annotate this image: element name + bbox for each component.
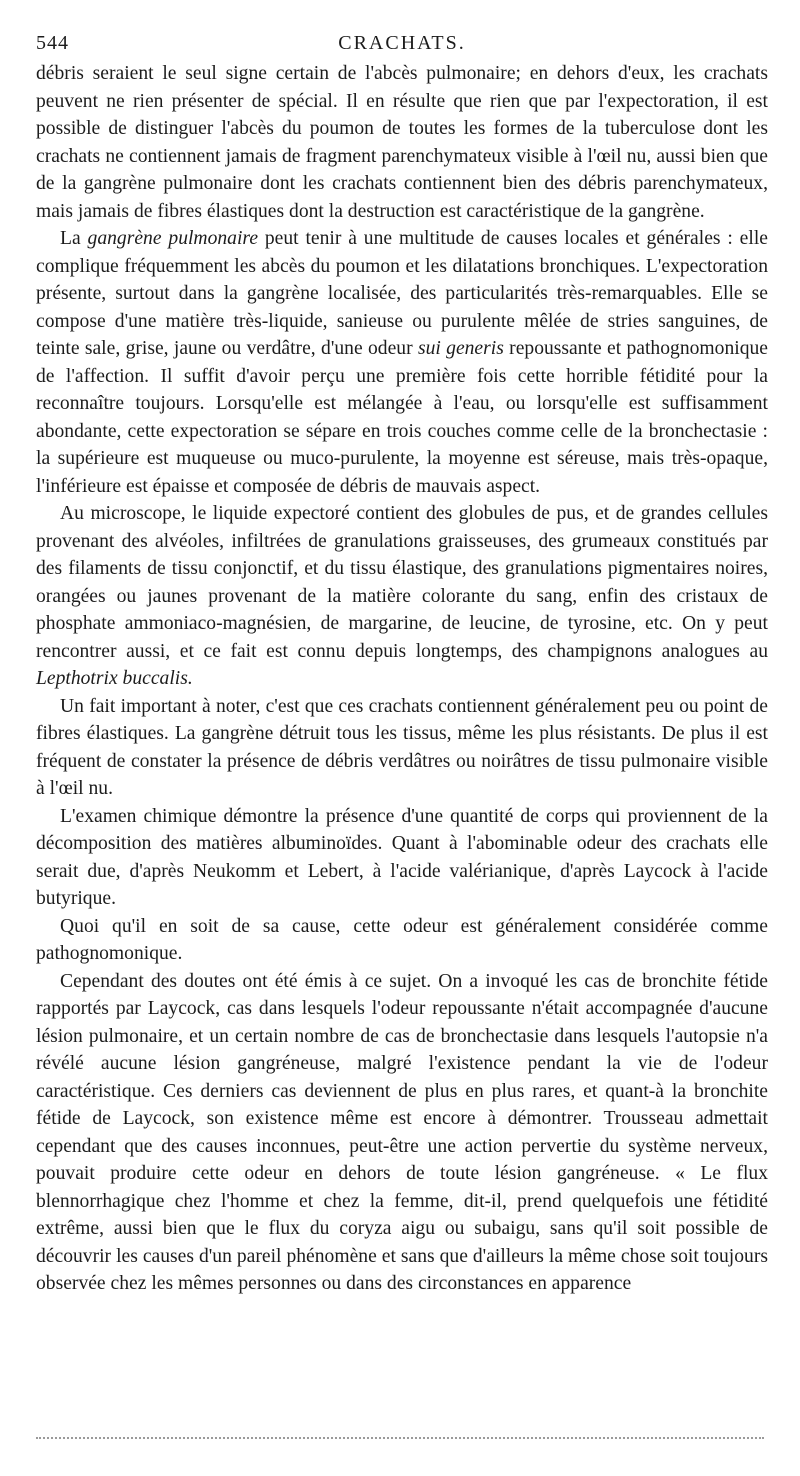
paragraph <box>36 693 768 803</box>
text-fragment: repoussante et pathognomonique de l'affection. Il suffit d'avoir perçu une première fois cette horrible fétidité pour la reconnaître toujours. Lorsqu'elle est mélangée à l'eau, ou lorsqu'elle est suffisamment abondante, cette expectoration se sépare en trois couches comme celle de la bronchectasie : la supérieure est muqueuse ou muco-purulente, la moyenne est séreuse, mais très-opaque, l'inférieure est épaisse et composée de débris de mauvais aspect. <box>36 338 768 497</box>
text-fragment: peut tenir à une multitude de causes locales et générales : elle complique fréquemment les abcès du poumon et les dilatations bronchiques. L'expectoration présente, surtout dans la gangrène localisée, des particularités très-remarquables. Elle se compose d'une matière très-liquide, sanieuse ou purulente mêlée de stries sanguines, de teinte sale, grise, jaune ou verdâtre, d'une odeur <box>36 228 768 359</box>
italic-text: sui generis <box>417 338 504 359</box>
text-fragment: Quoi qu'il en soit de sa cause, cette odeur est généralement considérée comme pathognomonique. <box>36 915 768 964</box>
paragraph <box>36 913 768 968</box>
paragraph <box>36 803 768 913</box>
text-fragment: L'examen chimique démontre la présence d'une quantité de corps qui proviennent de la décomposition des matières albuminoïdes. Quant à l'abominable odeur des crachats elle serait due, d'après Neukomm et Lebert, à l'acide valérianique, d'après Laycock à l'acide butyrique. <box>36 805 768 909</box>
paragraph <box>36 225 768 500</box>
running-title: CRACHATS. <box>338 32 466 54</box>
italic-text: gangrène pulmonaire <box>87 228 259 249</box>
text-fragment: Au microscope, le liquide expectoré contient des globules de pus, et de grandes cellules provenant des alvéoles, infiltrées de granulations graisseuses, des grumeaux constitués par des filaments de tissu conjonctif, et du tissu élastique, des granulations pigmentaires noires, orangées ou jaunes provenant de la matière colorante du sang, enfin des cristaux de phosphate ammoniaco-magnésien, de margarine, de leucine, de tyrosine, etc. On y peut rencontrer aussi, et ce fait est connu depuis longtemps, des champignons analogues au <box>36 503 768 662</box>
italic-text: Lepthotrix buccalis. <box>36 668 193 689</box>
text-fragment: La <box>60 228 88 249</box>
body-text <box>36 60 768 1298</box>
running-head <box>36 26 768 60</box>
page-number: 544 <box>36 32 69 54</box>
paragraph <box>36 968 768 1298</box>
text-fragment: Un fait important à noter, c'est que ces crachats contiennent généralement peu ou point de fibres élastiques. La gangrène détruit tous les tissus, même les plus résistants. De plus il est fréquent de constater la présence de débris verdâtres ou noirâtres de tissu pulmonaire visible à l'œil nu. <box>36 695 768 799</box>
paragraph <box>36 60 768 225</box>
text-fragment: débris seraient le seul signe certain de l'abcès pulmonaire; en dehors d'eux, les crachats peuvent ne rien présenter de spécial. Il en résulte que rien que par l'expectoration, il est possible de distinguer l'abcès du poumon de toutes les formes de la tuberculose dont les crachats ne contiennent jamais de fragment parenchymateux visible à l'œil nu, aussi bien que de la gangrène pulmonaire dont les crachats contiennent bien des débris parenchymateux, mais jamais de fibres élastiques dont la destruction est caractéristique de la gangrène. <box>36 63 768 222</box>
text-fragment: Cependant des doutes ont été émis à ce sujet. On a invoqué les cas de bronchite fétide rapportés par Laycock, cas dans lesquels l'odeur repoussante n'était accompagnée d'aucune lésion pulmonaire, et un certain nombre de cas de bronchectasie dans lesquels l'autopsie n'a révélé aucune lésion gangréneuse, malgré l'existence pendant la vie de l'odeur caractéristique. Ces derniers cas deviennent de plus en plus rares, et quant-à la bronchite fétide de Laycock, son existence même est encore à démontrer. Trousseau admettait cependant que des causes inconnues, peut-être une action pervertie du système nerveux, pouvait produire cette odeur en dehors de toute lésion gangréneuse. « Le flux blennorrhagique chez l'homme et chez la femme, dit-il, prend quelquefois une fétidité extrême, aussi bien que le flux du coryza aigu ou subaigu, sans qu'il soit possible de découvrir les causes d'un pareil phénomène et sans que d'ailleurs la même chose soit toujours observée chez les mêmes personnes ou dans des circonstances en apparence <box>36 970 768 1294</box>
footer-dotted-rule <box>36 1437 764 1439</box>
paragraph <box>36 500 768 693</box>
